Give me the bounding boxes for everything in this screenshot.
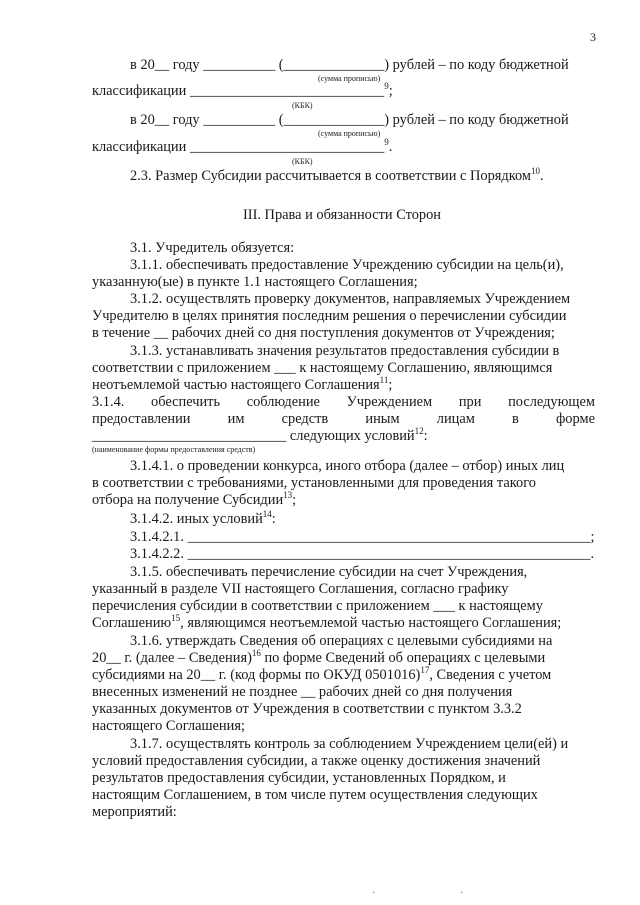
- clause-3-1-7-line4: настоящим Соглашением, в том числе путем осуществления следующих: [92, 787, 538, 803]
- clause-3-1-7-line1: 3.1.7. осуществлять контроль за соблюдением Учреждением цели(ей) и: [130, 736, 569, 752]
- clause-3-1-4-2-2: 3.1.4.2.2. ________________________________________________________.: [130, 546, 595, 562]
- clause-3-1-2-line2: Учредителю в целях принятия последним решения о перечислении субсидии: [92, 308, 567, 324]
- clause-3-1-4-line2: предоставлении им средств иным лицам в форме: [92, 411, 595, 427]
- clause-3-1-6-line1: 3.1.6. утверждать Сведения об операциях с целевыми субсидиями на: [130, 633, 553, 649]
- clause-3-1-4-2: 3.1.4.2. иных условий$^{14}$:: [130, 509, 276, 527]
- clause-3-1-6-line3: субсидиями на 20__ г. (код формы по ОКУД 0501016)$^{17}$, Сведения с учетом: [92, 665, 552, 683]
- amount-caption-1: (сумма прописью): [318, 74, 381, 83]
- clause-3-1-2-line1: 3.1.2. осуществлять проверку документов, направляемых Учреждением: [130, 291, 571, 307]
- clause-3-1-3-line1: 3.1.3. устанавливать значения результатов предоставления субсидии в: [130, 343, 560, 359]
- clause-3-1-1-line1: 3.1.1. обеспечивать предоставление Учреждению субсидии на цель(и),: [130, 257, 564, 273]
- form-caption: (наименование формы предоставления средств): [92, 445, 256, 454]
- clause-3-1-4-1-line3: отбора на получение Субсидии$^{13}$;: [92, 490, 297, 508]
- scan-speck: ·: [460, 888, 464, 899]
- clause-3-1-4-2-1: 3.1.4.2.1. ________________________________________________________;: [130, 529, 595, 545]
- clause-3-1-4-1-line1: 3.1.4.1. о проведении конкурса, иного отбора (далее – отбор) иных лиц: [130, 458, 565, 474]
- clause-3-1-6-line4: внесенных изменений не позднее __ рабочих дней со дня получения: [92, 684, 513, 700]
- clause-3-1-6-line5: указанных документов от Учреждения в соответствии с пунктом 3.3.2: [92, 701, 522, 717]
- clause-3-1-3-line3: неотъемлемой частью настоящего Соглашения$^{11}$;: [92, 375, 393, 393]
- clause-3-1-6-line2: 20__ г. (далее – Сведения)$^{16}$ по форме Сведений об операциях с целевыми: [92, 648, 546, 666]
- clause-3-1-5-line1: 3.1.5. обеспечивать перечисление субсидии на счет Учреждения,: [130, 564, 528, 580]
- clause-3-1-3-line2: соответствии с приложением ___ к настоящему Соглашению, являющимся: [92, 360, 553, 376]
- clause-3-1-4-line1: 3.1.4. обеспечить соблюдение Учреждением при последующем: [92, 394, 595, 410]
- clause-3-1-7-line5: мероприятий:: [92, 804, 177, 820]
- amount-caption-2: (сумма прописью): [318, 129, 381, 138]
- clause-3-1: 3.1. Учредитель обязуется:: [130, 240, 295, 256]
- kbk-line-1: в 20__ году __________ (______________) рублей – по коду бюджетной: [130, 57, 569, 73]
- clause-3-1-7-line3: результатов предоставления субсидии, установленных Порядком, и: [92, 770, 506, 786]
- clause-3-1-1-line2: указанную(ые) в пункте 1.1 настоящего Соглашения;: [92, 274, 418, 290]
- classification-line-1: классификации ___________________________$^9$;: [92, 81, 393, 99]
- kbk-caption-2: (КБК): [292, 157, 313, 166]
- clause-3-1-6-line6: настоящего Соглашения;: [92, 718, 245, 734]
- section-heading: III. Права и обязанности Сторон: [242, 207, 441, 223]
- subsidy-size-paragraph: 2.3. Размер Субсидии рассчитывается в соответствии с Порядком$^{10}$.: [130, 166, 544, 184]
- clause-3-1-5-line2: указанный в разделе VII настоящего Соглашения, согласно графику: [92, 581, 509, 597]
- scan-speck: ·: [372, 888, 376, 899]
- clause-3-1-5-line4: Соглашению$^{15}$, являющимся неотъемлемой частью настоящего Соглашения;: [92, 613, 562, 631]
- clause-3-1-4-1-line2: в соответствии с требованиями, установленными для проведения такого: [92, 475, 536, 491]
- classification-line-2: классификации ___________________________$^9$.: [92, 137, 393, 155]
- kbk-line-2: в 20__ году __________ (______________) рублей – по коду бюджетной: [130, 112, 569, 128]
- clause-3-1-5-line3: перечисления субсидии в соответствии с приложением ___ к настоящему: [92, 598, 543, 614]
- clause-3-1-4-line3: ___________________________ следующих условий$^{12}$:: [92, 426, 428, 444]
- kbk-caption-1: (КБК): [292, 101, 313, 110]
- clause-3-1-7-line2: условий предоставления субсидии, а также оценку достижения значений: [92, 753, 541, 769]
- page-number: 3: [590, 30, 596, 44]
- clause-3-1-2-line3: в течение __ рабочих дней со дня поступления документов от Учреждения;: [92, 325, 555, 341]
